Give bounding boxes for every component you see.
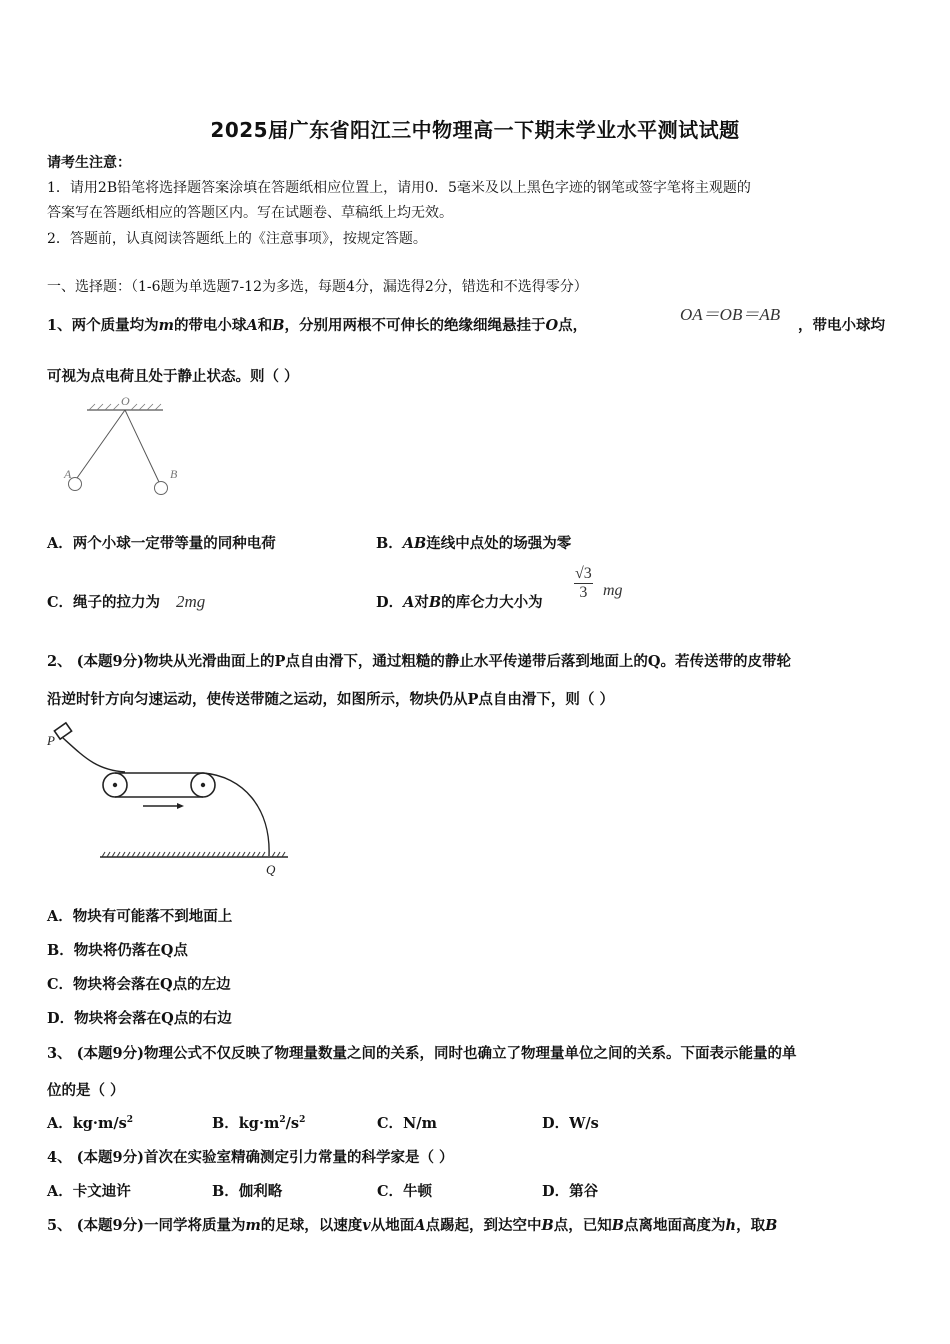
notice-line-2: 2．答题前，认真阅读答题纸上的《注意事项》，按规定答题。 (47, 231, 427, 247)
q2-option-a: A．物块有可能落不到地面上 (47, 908, 233, 925)
q1-stem: 1、两个质量均为m的带电小球A和B，分别用两根不可伸长的绝缘细绳悬挂于O点， (47, 317, 588, 334)
q2-option-d: D．物块将会落在Q点的右边 (47, 1010, 232, 1027)
q1-option-d-fraction: $\frac{√3}{3}$ (575, 565, 592, 601)
page-title: 2025届广东省阳江三中物理高一下期末学业水平测试试题 (210, 118, 740, 142)
fig-label-q: Q (266, 862, 276, 877)
q1-option-d-mg: mg (603, 582, 623, 599)
fig-label-b: B (170, 467, 178, 481)
q2-stem-line2: 沿逆时针方向匀速运动，使传送带随之运动，如图所示，物块仍从P点自由滑下，则（ ） (47, 691, 614, 708)
q1-formula: OA＝OB＝AB (680, 305, 781, 324)
q1-option-c-value: 2mg (176, 592, 206, 611)
q4-option-a: A．卡文迪许 (47, 1183, 131, 1200)
q4-option-c: C．牛顿 (377, 1183, 433, 1200)
q3-option-b: B．$kg\cdot m^2/s^2$ (212, 1115, 306, 1132)
q1-pendulum-figure (55, 396, 195, 506)
section-heading: 一、选择题：（1-6题为单选题7-12为多选，每题4分，漏选得2分，错选和不选得零分） (47, 279, 588, 295)
q5-stem: 5、 (本题9分)一同学将质量为m的足球，以速度v从地面A点踢起，到达空中B点，已知B点离地面高度为h，取B (47, 1217, 778, 1234)
q2-stem-line1: 2、 (本题9分)物块从光滑曲面上的P点自由滑下，通过粗糙的静止水平传递带后落到地面上的Q。若传送带的皮带轮 (47, 653, 791, 670)
q4-option-b: B．伽利略 (212, 1183, 283, 1200)
q1-option-a: A．两个小球一定带等量的同种电荷 (47, 535, 276, 552)
q3-option-c: C．N/m (377, 1115, 437, 1132)
notice-line-1b: 答案写在答题纸相应的答题区内。写在试题卷、草稿纸上均无效。 (47, 205, 453, 221)
q2-option-b: B．物块将仍落在Q点 (47, 942, 188, 959)
q2-option-c: C．物块将会落在Q点的左边 (47, 976, 231, 993)
fig-label-a: A (64, 467, 72, 481)
q4-stem: 4、 (本题9分)首次在实验室精确测定引力常量的科学家是（ ） (47, 1149, 454, 1166)
q3-stem-line1: 3、 (本题9分)物理公式不仅反映了物理量数量之间的关系，同时也确立了物理量单位之间的关系。下面表示能量的单 (47, 1045, 797, 1062)
q1-option-d: D．A对B的库仑力大小为 (376, 594, 543, 611)
q1-option-c: C．绳子的拉力为 (47, 594, 161, 611)
q4-option-d: D．第谷 (542, 1183, 599, 1200)
q1-stem-line2: 可视为点电荷且处于静止状态。则（ ） (47, 368, 299, 385)
q3-option-a: A．$kg\cdot m/s^2$ (47, 1115, 134, 1132)
q1-option-b: B．AB连线中点处的场强为零 (376, 535, 572, 552)
fig-label-p: P (47, 733, 55, 748)
notice-heading: 请考生注意： (47, 155, 131, 171)
fig-label-o: O (121, 394, 130, 408)
q3-option-d: D．W/s (542, 1115, 599, 1132)
q2-conveyor-figure (45, 718, 295, 878)
q1-stem-end: ，带电小球均 (798, 317, 885, 334)
notice-line-1: 1．请用2B铅笔将选择题答案涂填在答题纸相应位置上，请用0．5毫米及以上黑色字迹的钢笔或签字笔将主观题的 (47, 180, 751, 196)
q3-stem-line2: 位的是（ ） (47, 1082, 125, 1099)
